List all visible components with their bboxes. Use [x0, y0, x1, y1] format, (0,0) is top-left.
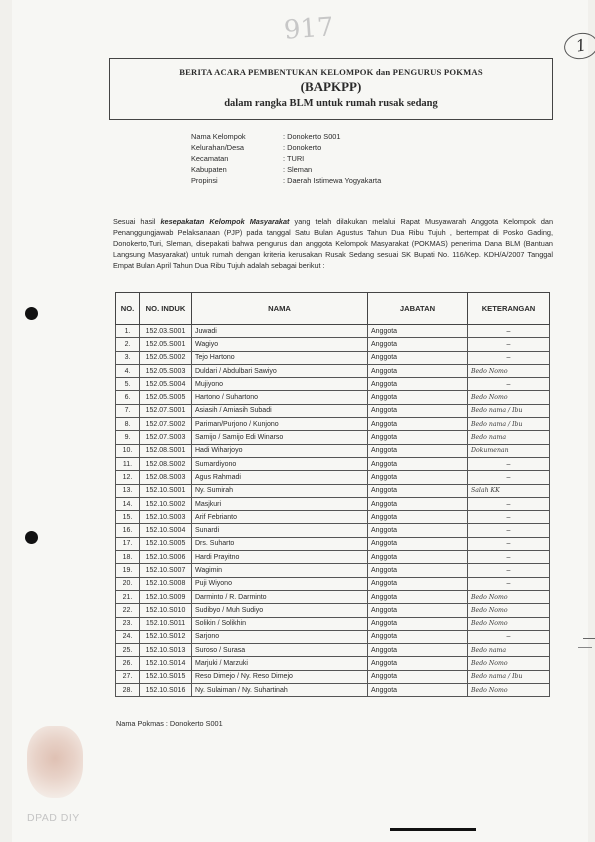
table-row [116, 497, 550, 510]
row-induk: 152.07.S001 [140, 404, 192, 417]
col-header-induk: NO. INDUK [140, 293, 192, 325]
col-header-no: NO. [116, 293, 140, 325]
handwritten-number: 917 [283, 12, 335, 46]
info-row [191, 143, 381, 154]
row-induk: 152.03.S001 [140, 325, 192, 338]
row-nama: Wagimin [192, 564, 368, 577]
row-induk: 152.05.S003 [140, 364, 192, 377]
row-keterangan: Salah KK [468, 484, 550, 497]
document-title: BERITA ACARA PEMBENTUKAN KELOMPOK dan PENGURUS POKMAS [179, 67, 483, 77]
row-nama: Solikin / Solikhin [192, 617, 368, 630]
row-number: 25. [116, 644, 140, 657]
row-jabatan: Anggota [368, 604, 468, 617]
row-keterangan: – [468, 325, 550, 338]
row-number: 1. [116, 325, 140, 338]
info-row [191, 165, 381, 176]
bottom-mark [390, 828, 476, 831]
row-keterangan: – [468, 457, 550, 470]
table-row [116, 684, 550, 697]
document-subtitle: dalam rangka BLM untuk rumah rusak sedang [224, 98, 438, 109]
table-row [116, 471, 550, 484]
row-number: 2. [116, 338, 140, 351]
row-jabatan: Anggota [368, 577, 468, 590]
table-row [116, 378, 550, 391]
table-row [116, 617, 550, 630]
info-row [191, 132, 381, 143]
row-keterangan: Bedo nama / Ibu [468, 670, 550, 683]
row-nama: Wagiyo [192, 338, 368, 351]
row-induk: 152.10.S002 [140, 497, 192, 510]
row-nama: Samijo / Samijo Edi Winarso [192, 431, 368, 444]
row-jabatan: Anggota [368, 404, 468, 417]
row-nama: Reso Dimejo / Ny. Reso Dimejo [192, 670, 368, 683]
row-number: 18. [116, 551, 140, 564]
row-keterangan: Bedo nama / Ibu [468, 404, 550, 417]
table-row [116, 444, 550, 457]
row-jabatan: Anggota [368, 537, 468, 550]
row-induk: 152.08.S001 [140, 444, 192, 457]
title-box [109, 58, 553, 120]
col-header-jabatan: JABATAN [368, 293, 468, 325]
table-row [116, 404, 550, 417]
row-jabatan: Anggota [368, 364, 468, 377]
row-jabatan: Anggota [368, 471, 468, 484]
row-induk: 152.10.S006 [140, 551, 192, 564]
row-number: 24. [116, 630, 140, 643]
row-jabatan: Anggota [368, 338, 468, 351]
punch-hole-icon [25, 307, 38, 320]
row-jabatan: Anggota [368, 657, 468, 670]
row-induk: 152.05.S005 [140, 391, 192, 404]
row-keterangan: Bedo Nomo [468, 657, 550, 670]
row-induk: 152.08.S002 [140, 457, 192, 470]
row-number: 10. [116, 444, 140, 457]
row-keterangan: – [468, 497, 550, 510]
table-row [116, 644, 550, 657]
table-row [116, 670, 550, 683]
row-keterangan: – [468, 630, 550, 643]
margin-mark [583, 638, 595, 639]
row-keterangan: Bedo nama / Ibu [468, 418, 550, 431]
row-keterangan: – [468, 378, 550, 391]
table-row [116, 325, 550, 338]
table-row [116, 524, 550, 537]
info-value: : Sleman [283, 165, 313, 174]
row-induk: 152.10.S011 [140, 617, 192, 630]
row-induk: 152.10.S015 [140, 670, 192, 683]
row-nama: Drs. Suharto [192, 537, 368, 550]
seal-stamp [27, 726, 83, 798]
row-jabatan: Anggota [368, 378, 468, 391]
info-value: : TURI [283, 154, 305, 163]
row-keterangan: – [468, 551, 550, 564]
body-paragraph [113, 217, 553, 272]
row-induk: 152.10.S001 [140, 484, 192, 497]
row-jabatan: Anggota [368, 418, 468, 431]
row-nama: Hardi Prayitno [192, 551, 368, 564]
row-jabatan: Anggota [368, 670, 468, 683]
table-row [116, 564, 550, 577]
info-label: Nama Kelompok [191, 132, 246, 141]
row-induk: 152.10.S008 [140, 577, 192, 590]
col-header-nama: NAMA [192, 293, 368, 325]
row-number: 16. [116, 524, 140, 537]
row-jabatan: Anggota [368, 497, 468, 510]
group-info [191, 132, 381, 187]
row-induk: 152.10.S007 [140, 564, 192, 577]
table-row [116, 364, 550, 377]
document-abbreviation: (BAPKPP) [300, 79, 362, 94]
row-nama: Duldari / Abdulbari Sawiyo [192, 364, 368, 377]
row-jabatan: Anggota [368, 391, 468, 404]
row-nama: Darminto / R. Darminto [192, 590, 368, 603]
row-nama: Asiasih / Amiasih Subadi [192, 404, 368, 417]
row-jabatan: Anggota [368, 484, 468, 497]
row-number: 23. [116, 617, 140, 630]
row-number: 4. [116, 364, 140, 377]
row-jabatan: Anggota [368, 524, 468, 537]
row-keterangan: – [468, 524, 550, 537]
row-keterangan: Bedo Nomo [468, 617, 550, 630]
row-number: 8. [116, 418, 140, 431]
row-nama: Sumardiyono [192, 457, 368, 470]
row-keterangan: – [468, 511, 550, 524]
row-number: 13. [116, 484, 140, 497]
table-row [116, 551, 550, 564]
row-jabatan: Anggota [368, 590, 468, 603]
row-nama: Hartono / Suhartono [192, 391, 368, 404]
row-number: 22. [116, 604, 140, 617]
paragraph-emphasis: kesepakatan Kelompok Masyarakat [160, 217, 290, 226]
punch-hole-icon [25, 531, 38, 544]
row-number: 6. [116, 391, 140, 404]
table-row [116, 590, 550, 603]
row-nama: Arif Febrianto [192, 511, 368, 524]
table-row [116, 484, 550, 497]
pokmas-name: Nama Pokmas : Donokerto S001 [116, 719, 223, 728]
row-number: 17. [116, 537, 140, 550]
row-induk: 152.10.S009 [140, 590, 192, 603]
row-keterangan: Bedo Nomo [468, 391, 550, 404]
row-jabatan: Anggota [368, 644, 468, 657]
row-keterangan: Bedo nama [468, 644, 550, 657]
row-induk: 152.10.S003 [140, 511, 192, 524]
row-number: 12. [116, 471, 140, 484]
row-nama: Pariman/Purjono / Kunjono [192, 418, 368, 431]
table-row [116, 604, 550, 617]
member-table [115, 292, 550, 697]
row-jabatan: Anggota [368, 564, 468, 577]
row-keterangan: Dokumenan [468, 444, 550, 457]
paragraph-lead: Sesuai hasil [113, 217, 161, 226]
row-keterangan: – [468, 564, 550, 577]
row-induk: 152.07.S003 [140, 431, 192, 444]
row-keterangan: Bedo nama [468, 431, 550, 444]
row-keterangan: – [468, 338, 550, 351]
row-keterangan: – [468, 351, 550, 364]
table-row [116, 457, 550, 470]
row-jabatan: Anggota [368, 444, 468, 457]
row-keterangan: – [468, 537, 550, 550]
row-keterangan: Bedo Nomo [468, 604, 550, 617]
margin-mark [578, 647, 592, 648]
row-induk: 152.10.S016 [140, 684, 192, 697]
row-induk: 152.10.S014 [140, 657, 192, 670]
row-jabatan: Anggota [368, 431, 468, 444]
row-nama: Hadi Wiharjoyo [192, 444, 368, 457]
row-nama: Sudibyo / Muh Sudiyo [192, 604, 368, 617]
row-keterangan: – [468, 471, 550, 484]
row-number: 3. [116, 351, 140, 364]
table-row [116, 511, 550, 524]
watermark-text: DPAD DIY [27, 812, 80, 824]
row-jabatan: Anggota [368, 511, 468, 524]
info-value: : Daerah Istimewa Yogyakarta [283, 176, 382, 185]
table-row [116, 657, 550, 670]
row-number: 7. [116, 404, 140, 417]
table-row [116, 537, 550, 550]
row-number: 28. [116, 684, 140, 697]
row-jabatan: Anggota [368, 684, 468, 697]
row-nama: Tejo Hartono [192, 351, 368, 364]
table-row [116, 431, 550, 444]
row-induk: 152.08.S003 [140, 471, 192, 484]
row-number: 21. [116, 590, 140, 603]
info-label: Kecamatan [191, 154, 229, 163]
row-jabatan: Anggota [368, 551, 468, 564]
row-nama: Sunardi [192, 524, 368, 537]
row-nama: Agus Rahmadi [192, 471, 368, 484]
row-number: 26. [116, 657, 140, 670]
row-induk: 152.05.S002 [140, 351, 192, 364]
table-header-row [116, 293, 550, 325]
row-induk: 152.07.S002 [140, 418, 192, 431]
row-nama: Marjuki / Marzuki [192, 657, 368, 670]
row-jabatan: Anggota [368, 457, 468, 470]
row-nama: Juwadi [192, 325, 368, 338]
row-number: 19. [116, 564, 140, 577]
info-row [191, 176, 381, 187]
table-row [116, 630, 550, 643]
row-induk: 152.10.S004 [140, 524, 192, 537]
info-value: : Donokerto S001 [283, 132, 341, 141]
row-number: 9. [116, 431, 140, 444]
row-jabatan: Anggota [368, 351, 468, 364]
info-value: : Donokerto [283, 143, 322, 152]
row-keterangan: Bedo Nomo [468, 590, 550, 603]
row-jabatan: Anggota [368, 630, 468, 643]
row-number: 20. [116, 577, 140, 590]
document-page [12, 0, 588, 842]
row-jabatan: Anggota [368, 617, 468, 630]
info-label: Kabupaten [191, 165, 227, 174]
row-keterangan: – [468, 577, 550, 590]
table-row [116, 418, 550, 431]
row-nama: Mujiyono [192, 378, 368, 391]
row-number: 11. [116, 457, 140, 470]
table-row [116, 391, 550, 404]
row-keterangan: Bedo Nomo [468, 684, 550, 697]
row-induk: 152.10.S010 [140, 604, 192, 617]
info-row [191, 154, 381, 165]
row-number: 5. [116, 378, 140, 391]
row-number: 14. [116, 497, 140, 510]
page-number-circle: 1 [562, 30, 595, 62]
table-row [116, 577, 550, 590]
paragraph-rest: yang telah dilakukan melalui Rapat Musyawarah Anggota Kelompok dan Penanggungjawab Pelaksanaan (PJP) pada tanggal Satu Bulan Agustus Tahun Dua Ribu Tujuh , bertempat di Posko Gading, Donokerto,Turi, Sleman, disepakati bahwa pengurus dan anggota Kelompok Masyarakat (POKMAS) penerima Dana BLM (Bantuan Langsung Masyarakat) untuk rumah dengan kriteria kerusakan Rusak Sedang sesuai SK Bupati No. 116/Kep. KDH/A/2007 Tanggal Empat Bulan April Tahun Dua Ribu Tujuh adalah sebagai berikut : [113, 217, 553, 270]
row-nama: Masjkuri [192, 497, 368, 510]
row-induk: 152.10.S012 [140, 630, 192, 643]
info-label: Kelurahan/Desa [191, 143, 245, 152]
row-nama: Sarjono [192, 630, 368, 643]
row-jabatan: Anggota [368, 325, 468, 338]
table-row [116, 338, 550, 351]
table-row [116, 351, 550, 364]
row-nama: Suroso / Surasa [192, 644, 368, 657]
row-nama: Ny. Sulaiman / Ny. Suhartinah [192, 684, 368, 697]
row-induk: 152.05.S001 [140, 338, 192, 351]
row-induk: 152.10.S013 [140, 644, 192, 657]
row-nama: Ny. Sumirah [192, 484, 368, 497]
row-keterangan: Bedo Nomo [468, 364, 550, 377]
row-number: 27. [116, 670, 140, 683]
col-header-keterangan: KETERANGAN [468, 293, 550, 325]
row-induk: 152.10.S005 [140, 537, 192, 550]
row-nama: Puji Wiyono [192, 577, 368, 590]
row-induk: 152.05.S004 [140, 378, 192, 391]
row-number: 15. [116, 511, 140, 524]
info-label: Propinsi [191, 176, 218, 185]
